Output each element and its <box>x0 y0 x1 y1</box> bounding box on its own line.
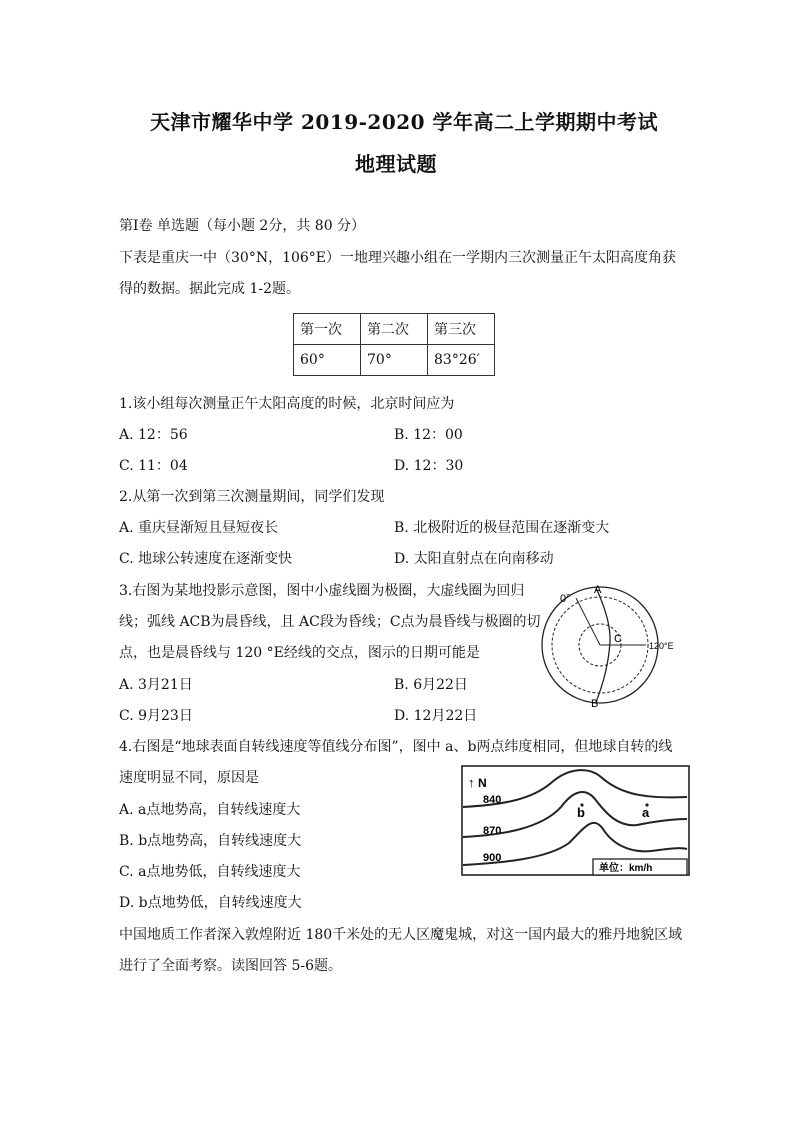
table-header-cell: 第二次 <box>361 314 428 345</box>
point-a-label: a <box>642 805 650 820</box>
table-row <box>294 345 495 376</box>
outro-line-1: 中国地质工作者深入敦煌附近 180千米处的无人区魔鬼城，对这一国内最大的雅丹地貌区域 <box>119 927 683 943</box>
north-arrow-icon: ↑ <box>468 775 475 790</box>
q3-stem-line-2: 线；弧线 ACB为晨昏线，且 AC段为昏线；C点为晨昏线与极圈的切 <box>119 614 541 630</box>
measurement-table <box>293 313 495 376</box>
q2-stem: 2.从第一次到第三次测量期间，同学们发现 <box>119 489 385 505</box>
q2-option-c: C. 地球公转速度在逐渐变快 <box>119 551 293 567</box>
north-label: N <box>478 776 487 790</box>
q2-option-b: B. 北极附近的极昼范围在逐渐变大 <box>394 520 610 536</box>
polar-projection-diagram <box>536 580 686 710</box>
label-point-b: B <box>591 698 599 710</box>
q3-stem-line-1: 3.右图为某地投影示意图，图中小虚线圈为极圈，大虚线圈为回归 <box>119 583 525 599</box>
isoline-label-870: 870 <box>483 825 502 837</box>
table-header-cell: 第三次 <box>428 314 495 345</box>
q2-option-a: A. 重庆昼渐短且昼短夜长 <box>119 520 279 536</box>
table-cell: 70° <box>361 345 428 376</box>
outro-line-2: 进行了全面考察。读图回答 5-6题。 <box>119 958 342 974</box>
page-subtitle: 地理试题 <box>355 152 437 176</box>
q3-option-b: B. 6月22日 <box>394 677 468 693</box>
q4-stem-line-1: 4.右图是“地球表面自转线速度等值线分布图”，图中 a、b两点纬度相同，但地球自转的线 <box>119 739 673 755</box>
unit-label: 单位：km/h <box>599 863 653 874</box>
intro-line-1: 下表是重庆一中（30°N，106°E）一地理兴趣小组在一学期内三次测量正午太阳高度角获 <box>119 250 677 266</box>
point-b-label: b <box>577 805 585 820</box>
q4-option-c: C. a点地势低，自转线速度大 <box>119 864 301 880</box>
label-120e: 120°E <box>649 641 674 651</box>
table-cell: 83°26′ <box>428 345 495 376</box>
q3-option-a: A. 3月21日 <box>119 677 193 693</box>
q3-stem-line-3: 点，也是晨昏线与 120 °E经线的交点，图示的日期可能是 <box>119 645 480 661</box>
q1-option-c: C. 11：04 <box>119 458 188 474</box>
q4-stem-line-2: 速度明显不同，原因是 <box>119 770 259 786</box>
prime-meridian-line <box>576 598 600 645</box>
isoline-label-900: 900 <box>483 852 502 864</box>
table-header-row <box>294 314 495 345</box>
table-header-cell: 第一次 <box>294 314 361 345</box>
q1-option-b: B. 12：00 <box>394 427 463 443</box>
isoline-label-840: 840 <box>483 794 502 806</box>
q4-option-d: D. b点地势低，自转线速度大 <box>119 895 302 911</box>
q3-option-d: D. 12月22日 <box>394 708 478 724</box>
q1-option-d: D. 12：30 <box>394 458 464 474</box>
table-cell: 60° <box>294 345 361 376</box>
q4-option-b: B. b点地势高，自转线速度大 <box>119 833 302 849</box>
page-title: 天津市耀华中学 2019-2020 学年高二上学期期中考试 <box>150 110 659 134</box>
q3-option-c: C. 9月23日 <box>119 708 193 724</box>
q1-option-a: A. 12：56 <box>119 427 188 443</box>
label-point-c: C <box>614 633 622 645</box>
section-heading: 第Ⅰ卷 单选题（每小题 2分，共 80 分） <box>119 218 366 234</box>
q2-option-d: D. 太阳直射点在向南移动 <box>394 551 554 567</box>
intro-line-2: 得的数据。据此完成 1-2题。 <box>119 281 300 297</box>
label-zero-degree: 0° <box>560 593 571 605</box>
q1-stem: 1.该小组每次测量正午太阳高度的时候，北京时间应为 <box>119 396 455 412</box>
rotation-speed-isoline-map <box>461 765 691 877</box>
q4-option-a: A. a点地势高，自转线速度大 <box>119 802 301 818</box>
label-point-a: A <box>594 584 602 596</box>
